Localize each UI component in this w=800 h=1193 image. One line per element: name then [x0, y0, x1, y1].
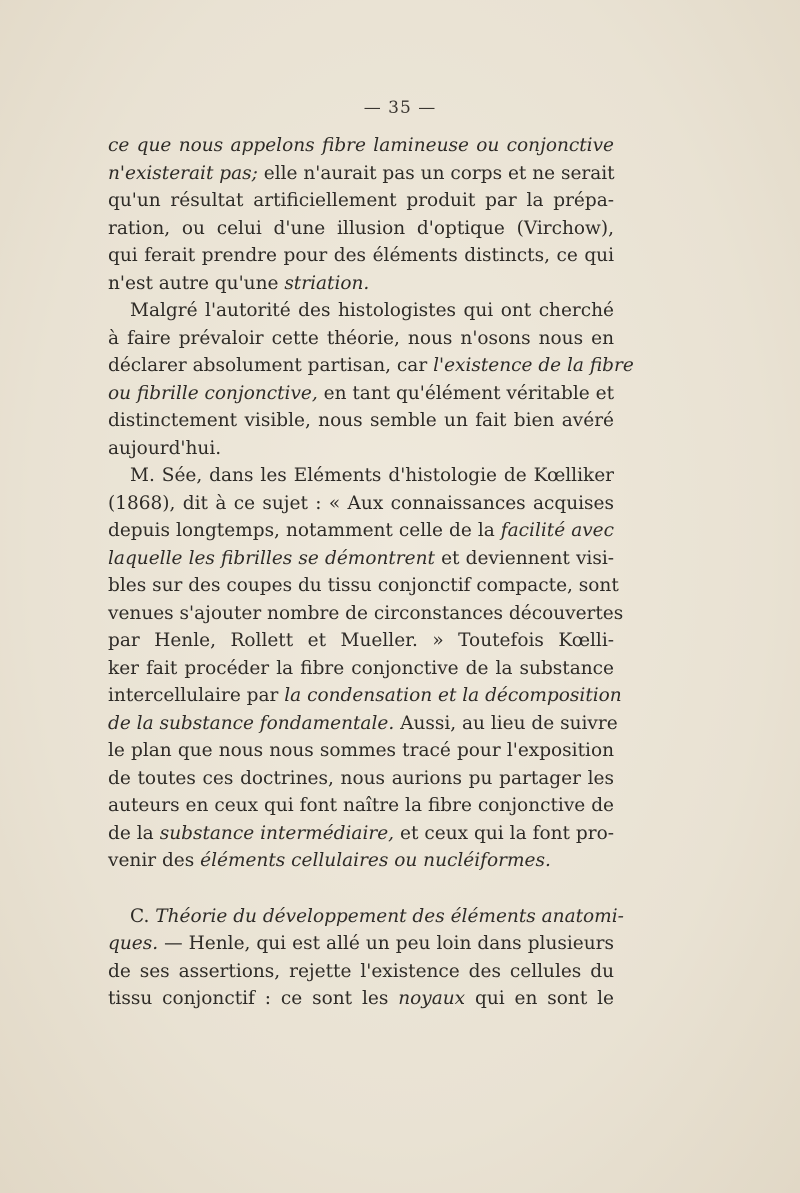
text-line: [108, 847, 614, 875]
text-line: [108, 325, 614, 353]
text-line: [108, 545, 614, 573]
text-segment: — Henle, qui est allé un peu loin dans plusieurs: [158, 933, 614, 954]
italic-text: de la substance fondamentale.: [108, 712, 395, 734]
text-line: [108, 572, 619, 600]
text-line: [108, 710, 618, 738]
text-segment: qui ferait prendre pour des éléments distincts, ce qui: [108, 245, 614, 266]
text-line: [108, 215, 614, 243]
text-line: [108, 242, 614, 270]
text-segment: et deviennent visi-: [434, 547, 614, 569]
text-segment: aujourd'hui.: [108, 437, 222, 459]
text-line: [108, 903, 624, 931]
text-line: [108, 270, 614, 298]
text-segment: n'est autre qu'une: [108, 272, 285, 294]
text-segment: en tant qu'élément véritable et: [317, 382, 615, 404]
italic-text: facilité avec: [500, 520, 614, 541]
text-line: [108, 737, 614, 765]
text-segment: elle n'aurait pas un corps et ne serait: [257, 162, 615, 184]
italic-text: Théorie du développement des éléments anatomi-: [155, 905, 624, 927]
text-segment: bles sur des coupes du tissu conjonctif compacte, sont: [108, 575, 619, 596]
text-line: [108, 380, 614, 408]
italic-text: l'existence de la fibre: [433, 355, 634, 376]
italic-text: ce que nous appelons fibre lamineuse ou conjonctive: [108, 135, 614, 156]
text-line: [108, 627, 614, 655]
text-segment: tissu conjonctif : ce sont les: [108, 988, 399, 1009]
text-line: [108, 352, 634, 380]
italic-text: substance intermédiaire,: [159, 822, 395, 844]
italic-text: la condensation et la décomposition: [284, 685, 622, 706]
text-line: [108, 297, 614, 325]
text-segment: C.: [130, 905, 156, 927]
italic-text: éléments cellulaires ou nucléiformes.: [200, 850, 551, 871]
text-segment: de la: [108, 822, 160, 844]
text-segment: qui en sont le: [465, 988, 615, 1009]
text-segment: Aussi, au lieu de suivre: [394, 712, 618, 734]
text-line: [108, 682, 622, 710]
text-line: [108, 792, 614, 820]
text-line: [108, 160, 614, 188]
text-segment: Malgré l'autorité des histologistes qui ont cherché: [130, 300, 614, 321]
text-line: [108, 462, 614, 490]
text-line: [108, 765, 614, 793]
text-segment: à faire prévaloir cette théorie, nous n'osons nous en: [108, 327, 614, 349]
text-segment: de ses assertions, rejette l'existence des cellules du: [108, 960, 614, 982]
text-line: [108, 490, 614, 518]
text-segment: ker fait procéder la fibre conjonctive de la substance: [108, 657, 614, 679]
italic-text: n'existerait pas;: [108, 162, 258, 184]
italic-text: laquelle les fibrilles se démontrent: [108, 547, 435, 569]
text-line: [108, 600, 624, 628]
text-line: [108, 517, 614, 545]
text-line: [108, 435, 614, 463]
text-segment: (1868), dit à ce sujet : « Aux connaissances acquises: [108, 492, 614, 514]
italic-text: ou fibrille conjonctive,: [108, 382, 318, 404]
text-segment: venues s'ajouter nombre de circonstances découvertes: [108, 602, 624, 624]
text-segment: auteurs en ceux qui font naître la fibre conjonctive de: [108, 795, 614, 816]
text-line: [108, 930, 614, 958]
text-line: [108, 407, 614, 435]
page-number: — 35 —: [363, 98, 437, 118]
text-segment: depuis longtemps, notamment celle de la: [108, 520, 501, 541]
text-line: [108, 958, 614, 986]
text-segment: déclarer absolument partisan, car: [108, 355, 434, 376]
text-segment: et ceux qui la font pro-: [394, 822, 614, 844]
text-line: [108, 132, 614, 160]
italic-text: ques.: [108, 933, 159, 954]
text-segment: distinctement visible, nous semble un fait bien avéré: [108, 410, 614, 431]
text-segment: M. Sée, dans les Eléments d'histologie de Kœlliker: [130, 465, 614, 486]
text-line: [108, 985, 614, 1013]
text-segment: intercellulaire par: [108, 685, 285, 706]
text-line: [108, 820, 614, 848]
text-segment: qu'un résultat artificiellement produit par la prépa-: [108, 190, 614, 211]
text-segment: par Henle, Rollett et Mueller. » Toutefois Kœlli-: [108, 630, 614, 651]
section-gap: [108, 875, 614, 903]
text-segment: ration, ou celui d'une illusion d'optique (Virchow),: [108, 217, 614, 239]
body-text: [108, 132, 634, 1013]
text-line: [108, 655, 614, 683]
italic-text: noyaux: [398, 988, 466, 1009]
italic-text: striation.: [284, 272, 370, 294]
text-segment: le plan que nous nous sommes tracé pour l'exposition: [108, 740, 614, 761]
text-segment: venir des: [108, 850, 201, 871]
text-line: [108, 187, 614, 215]
text-segment: de toutes ces doctrines, nous aurions pu partager les: [108, 767, 614, 789]
